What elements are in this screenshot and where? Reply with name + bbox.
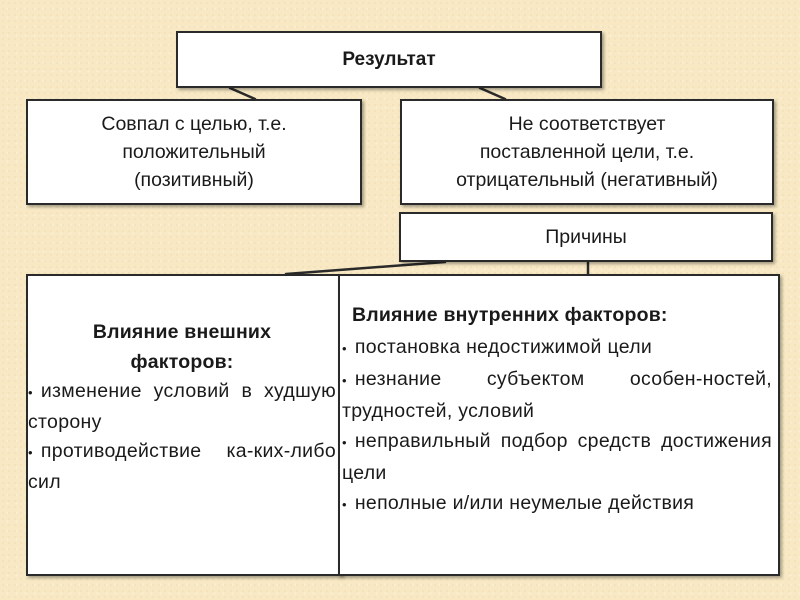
list-item-text: постановка недостижимой цели [354,336,653,358]
positive-line: положительный [122,141,266,163]
positive-result-text [101,110,286,194]
heading-line: факторов: [130,350,234,373]
positive-result-box [26,99,362,205]
list-item [342,488,772,520]
external-factors-box [26,274,342,576]
list-item-text: неполные и/или неумелые действия [354,492,695,514]
bullet-icon: • [342,373,347,388]
positive-line: (позитивный) [134,169,254,191]
negative-line: Не соответствует [508,113,666,135]
internal-factors-content [342,300,772,520]
connector-reasons-to-external [286,262,445,274]
positive-line: Совпал с целью, т.е. [101,113,287,135]
bullet-icon: • [28,385,33,400]
internal-factors-heading: Влияние внутренних факторов: [352,304,668,326]
reasons-box [399,212,773,262]
bullet-icon: • [342,497,347,512]
list-item-text: неправильный подбор средств достижения цели [342,430,772,484]
bullet-icon: • [28,445,33,460]
list-item [28,437,336,497]
list-item [342,426,772,488]
connector-result-to-negative [480,88,505,99]
negative-result-text [456,110,718,194]
negative-line: отрицательный (негативный) [456,169,718,191]
bullet-icon: • [342,435,347,450]
list-item [28,377,336,437]
list-item [342,332,772,364]
list-item-text: противодействие ка-ких-либо сил [28,440,336,493]
result-label: Результат [342,48,436,70]
heading-line: Влияние внешних [92,321,272,343]
external-factors-heading [28,318,336,377]
result-box [176,31,602,88]
list-item [342,364,772,426]
negative-line: поставленной цели, т.е. [479,141,695,163]
list-item-text: изменение условий в худшую сторону [28,380,336,433]
negative-result-box [400,99,774,205]
list-item-text: незнание субъектом особен-ностей, трудностей, условий [342,368,772,422]
bullet-icon: • [342,341,347,356]
connector-result-to-positive [230,88,255,99]
reasons-label: Причины [545,225,627,248]
external-factors-content [28,318,336,497]
internal-factors-box [338,274,780,576]
